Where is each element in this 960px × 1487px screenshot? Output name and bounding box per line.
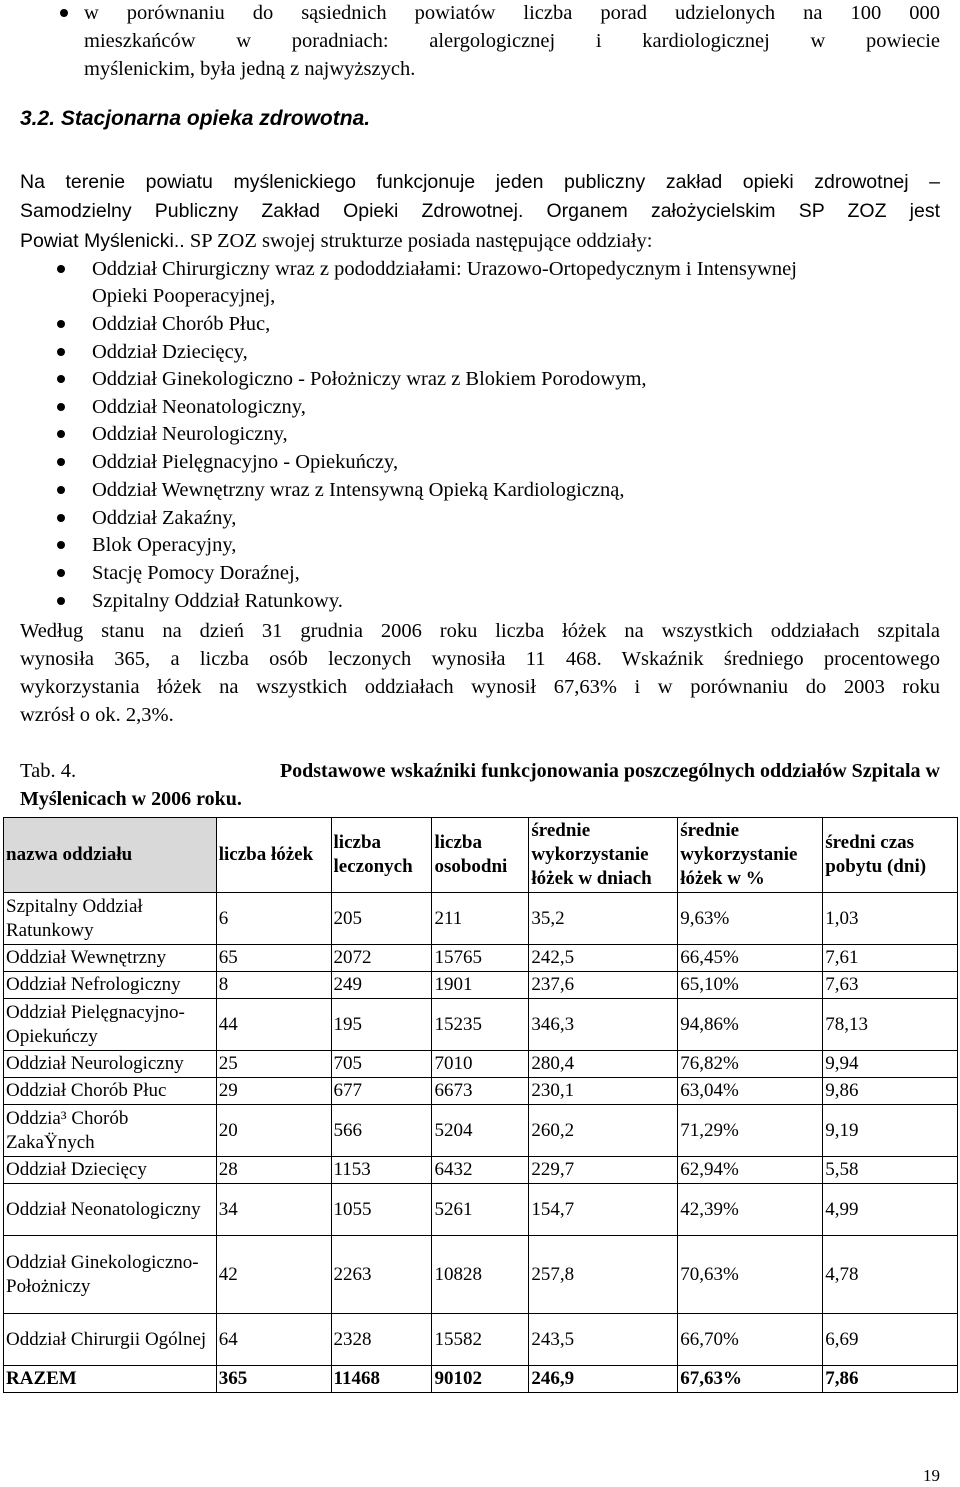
table-row bbox=[4, 1157, 958, 1184]
table-caption-line-2: Myślenicach w 2006 roku. bbox=[20, 788, 242, 810]
cell: 29 bbox=[216, 1078, 331, 1105]
cell: 15765 bbox=[432, 945, 529, 972]
cell: 280,4 bbox=[529, 1051, 678, 1078]
cell: 2263 bbox=[331, 1236, 432, 1314]
cell: 9,19 bbox=[823, 1105, 958, 1157]
col-header: liczba leczonych bbox=[331, 818, 432, 893]
top-bullet-line-1: w porównaniu do sąsiednich powiatów liczba porad udzielonych na 100 000 bbox=[84, 2, 940, 24]
bullet-marker bbox=[57, 348, 65, 356]
cell: 63,04% bbox=[678, 1078, 823, 1105]
col-header: nazwa oddziału bbox=[4, 818, 217, 893]
cell: 44 bbox=[216, 999, 331, 1051]
cell: 94,86% bbox=[678, 999, 823, 1051]
cell: 2328 bbox=[331, 1314, 432, 1366]
cell: 6,69 bbox=[823, 1314, 958, 1366]
department-item: Oddział Pielęgnacyjno - Opiekuńczy, bbox=[92, 451, 399, 473]
cell: 7,61 bbox=[823, 945, 958, 972]
table-total-row bbox=[4, 1366, 958, 1393]
bullet-marker bbox=[57, 458, 65, 466]
cell: 5261 bbox=[432, 1184, 529, 1236]
cell: 1153 bbox=[331, 1157, 432, 1184]
department-item: Szpitalny Oddział Ratunkowy. bbox=[92, 590, 343, 612]
cell: 705 bbox=[331, 1051, 432, 1078]
table-row bbox=[4, 1051, 958, 1078]
top-bullet-line-3: myślenickim, była jedną z najwyższych. bbox=[84, 58, 416, 80]
cell: 237,6 bbox=[529, 972, 678, 999]
table-caption-prefix: Tab. 4. bbox=[20, 760, 77, 782]
cell: 9,86 bbox=[823, 1078, 958, 1105]
section-heading: 3.2. Stacjonarna opieka zdrowotna. bbox=[20, 107, 371, 130]
cell: 62,94% bbox=[678, 1157, 823, 1184]
cell: 64 bbox=[216, 1314, 331, 1366]
bullet-marker bbox=[57, 597, 65, 605]
cell: 2072 bbox=[331, 945, 432, 972]
table-row bbox=[4, 1078, 958, 1105]
intro-line-3-sans: Powiat Myślenicki.. bbox=[20, 230, 185, 252]
cell: 6 bbox=[216, 893, 331, 945]
cell: 243,5 bbox=[529, 1314, 678, 1366]
cell: 7010 bbox=[432, 1051, 529, 1078]
cell: 66,70% bbox=[678, 1314, 823, 1366]
table-row bbox=[4, 999, 958, 1051]
row-name: Oddział Nefrologiczny bbox=[4, 972, 217, 999]
row-name: Oddział Neonatologiczny bbox=[4, 1184, 217, 1236]
cell: 4,78 bbox=[823, 1236, 958, 1314]
row-name: Oddział Chorób Płuc bbox=[4, 1078, 217, 1105]
summary-line-4: wzrósł o ok. 2,3%. bbox=[20, 704, 174, 726]
cell: 205 bbox=[331, 893, 432, 945]
department-item: Oddział Wewnętrzny wraz z Intensywną Opieką Kardiologiczną, bbox=[92, 479, 625, 501]
cell: 677 bbox=[331, 1078, 432, 1105]
cell: 1,03 bbox=[823, 893, 958, 945]
department-item: Oddział Chorób Płuc, bbox=[92, 313, 271, 335]
cell: 249 bbox=[331, 972, 432, 999]
cell: 10828 bbox=[432, 1236, 529, 1314]
cell: 346,3 bbox=[529, 999, 678, 1051]
bullet-marker bbox=[57, 569, 65, 577]
cell: 34 bbox=[216, 1184, 331, 1236]
page-number: 19 bbox=[923, 1466, 940, 1485]
summary-line-1: Według stanu na dzień 31 grudnia 2006 roku liczba łóżek na wszystkich oddziałach szpitala bbox=[20, 620, 940, 642]
col-header: liczba osobodni bbox=[432, 818, 529, 893]
row-name: Oddział Pielęgnacyjno-Opiekuńczy bbox=[4, 999, 217, 1051]
cell: 6673 bbox=[432, 1078, 529, 1105]
cell: 66,45% bbox=[678, 945, 823, 972]
cell: 78,13 bbox=[823, 999, 958, 1051]
summary-line-2: wynosiła 365, a liczba osób leczonych wynosiła 11 468. Wskaźnik średniego procentowego bbox=[20, 648, 940, 670]
intro-line-3 bbox=[20, 228, 653, 255]
cell: 9,63% bbox=[678, 893, 823, 945]
cell: 20 bbox=[216, 1105, 331, 1157]
summary-line-3: wykorzystania łóżek na wszystkich oddziałach wynosił 67,63% i w porównaniu do 2003 roku bbox=[20, 676, 940, 698]
bullet-marker bbox=[57, 486, 65, 494]
row-name: Oddzia³ Chorób ZakaŸnych bbox=[4, 1105, 217, 1157]
total-cell: 11468 bbox=[331, 1366, 432, 1393]
cell: 5204 bbox=[432, 1105, 529, 1157]
col-header: średnie wykorzystanie łóżek w % bbox=[678, 818, 823, 893]
department-item: Oddział Ginekologiczno - Położniczy wraz z Blokiem Porodowym, bbox=[92, 368, 647, 390]
table-row bbox=[4, 1184, 958, 1236]
cell: 230,1 bbox=[529, 1078, 678, 1105]
cell: 15582 bbox=[432, 1314, 529, 1366]
cell: 195 bbox=[331, 999, 432, 1051]
cell: 65,10% bbox=[678, 972, 823, 999]
cell: 4,99 bbox=[823, 1184, 958, 1236]
department-item: Stację Pomocy Doraźnej, bbox=[92, 562, 300, 584]
cell: 65 bbox=[216, 945, 331, 972]
table-row bbox=[4, 945, 958, 972]
cell: 42 bbox=[216, 1236, 331, 1314]
cell: 229,7 bbox=[529, 1157, 678, 1184]
bullet-marker bbox=[57, 514, 65, 522]
department-item: Oddział Chirurgiczny wraz z pododdziałami: Urazowo-Ortopedycznym i Intensywnej bbox=[92, 258, 797, 280]
department-item: Blok Operacyjny, bbox=[92, 534, 237, 556]
row-name: Oddział Chirurgii Ogólnej bbox=[4, 1314, 217, 1366]
cell: 71,29% bbox=[678, 1105, 823, 1157]
bullet-marker bbox=[57, 430, 65, 438]
cell: 242,5 bbox=[529, 945, 678, 972]
cell: 211 bbox=[432, 893, 529, 945]
cell: 70,63% bbox=[678, 1236, 823, 1314]
table-row bbox=[4, 893, 958, 945]
cell: 25 bbox=[216, 1051, 331, 1078]
intro-line-3-serif: SP ZOZ swojej strukturze posiada następujące oddziały: bbox=[184, 230, 653, 252]
cell: 566 bbox=[331, 1105, 432, 1157]
cell: 260,2 bbox=[529, 1105, 678, 1157]
row-name: Oddział Ginekologiczno-Położniczy bbox=[4, 1236, 217, 1314]
cell: 7,63 bbox=[823, 972, 958, 999]
department-item: Oddział Neurologiczny, bbox=[92, 423, 288, 445]
cell: 5,58 bbox=[823, 1157, 958, 1184]
total-cell: 246,9 bbox=[529, 1366, 678, 1393]
total-cell: 67,63% bbox=[678, 1366, 823, 1393]
total-cell: 90102 bbox=[432, 1366, 529, 1393]
hospital-stats-table bbox=[3, 817, 958, 1393]
col-header: średnie wykorzystanie łóżek w dniach bbox=[529, 818, 678, 893]
row-name: Szpitalny Oddział Ratunkowy bbox=[4, 893, 217, 945]
row-name: Oddział Dziecięcy bbox=[4, 1157, 217, 1184]
cell: 1901 bbox=[432, 972, 529, 999]
bullet-marker bbox=[57, 375, 65, 383]
table-caption-line-1 bbox=[20, 758, 940, 785]
total-cell: 7,86 bbox=[823, 1366, 958, 1393]
bullet-marker bbox=[57, 265, 65, 273]
cell: 76,82% bbox=[678, 1051, 823, 1078]
cell: 15235 bbox=[432, 999, 529, 1051]
bullet-marker bbox=[60, 9, 68, 17]
total-label: RAZEM bbox=[4, 1366, 217, 1393]
table-header-row bbox=[4, 818, 958, 893]
cell: 28 bbox=[216, 1157, 331, 1184]
bullet-marker bbox=[57, 541, 65, 549]
row-name: Oddział Wewnętrzny bbox=[4, 945, 217, 972]
table-row bbox=[4, 972, 958, 999]
bullet-marker bbox=[57, 403, 65, 411]
cell: 1055 bbox=[331, 1184, 432, 1236]
top-bullet-line-2: mieszkańców w poradniach: alergologicznej i kardiologicznej w powiecie bbox=[84, 30, 940, 52]
department-item: Oddział Neonatologiczny, bbox=[92, 396, 306, 418]
bullet-marker bbox=[57, 320, 65, 328]
department-item: Oddział Dziecięcy, bbox=[92, 341, 248, 363]
intro-line-2: Samodzielny Publiczny Zakład Opieki Zdrowotnej. Organem założycielskim SP ZOZ jest bbox=[20, 200, 940, 222]
cell: 8 bbox=[216, 972, 331, 999]
row-name: Oddział Neurologiczny bbox=[4, 1051, 217, 1078]
department-item-continuation: Opieki Pooperacyjnej, bbox=[92, 285, 276, 307]
cell: 9,94 bbox=[823, 1051, 958, 1078]
cell: 154,7 bbox=[529, 1184, 678, 1236]
col-header: średni czas pobytu (dni) bbox=[823, 818, 958, 893]
table-row bbox=[4, 1236, 958, 1314]
table-row bbox=[4, 1105, 958, 1157]
col-header: liczba łóżek bbox=[216, 818, 331, 893]
department-item: Oddział Zakaźny, bbox=[92, 507, 237, 529]
table-row bbox=[4, 1314, 958, 1366]
cell: 6432 bbox=[432, 1157, 529, 1184]
cell: 257,8 bbox=[529, 1236, 678, 1314]
cell: 42,39% bbox=[678, 1184, 823, 1236]
intro-line-1: Na terenie powiatu myślenickiego funkcjonuje jeden publiczny zakład opieki zdrowotnej – bbox=[20, 171, 940, 193]
table-caption-title: Podstawowe wskaźniki funkcjonowania poszczególnych oddziałów Szpitala w bbox=[279, 760, 940, 782]
total-cell: 365 bbox=[216, 1366, 331, 1393]
cell: 35,2 bbox=[529, 893, 678, 945]
